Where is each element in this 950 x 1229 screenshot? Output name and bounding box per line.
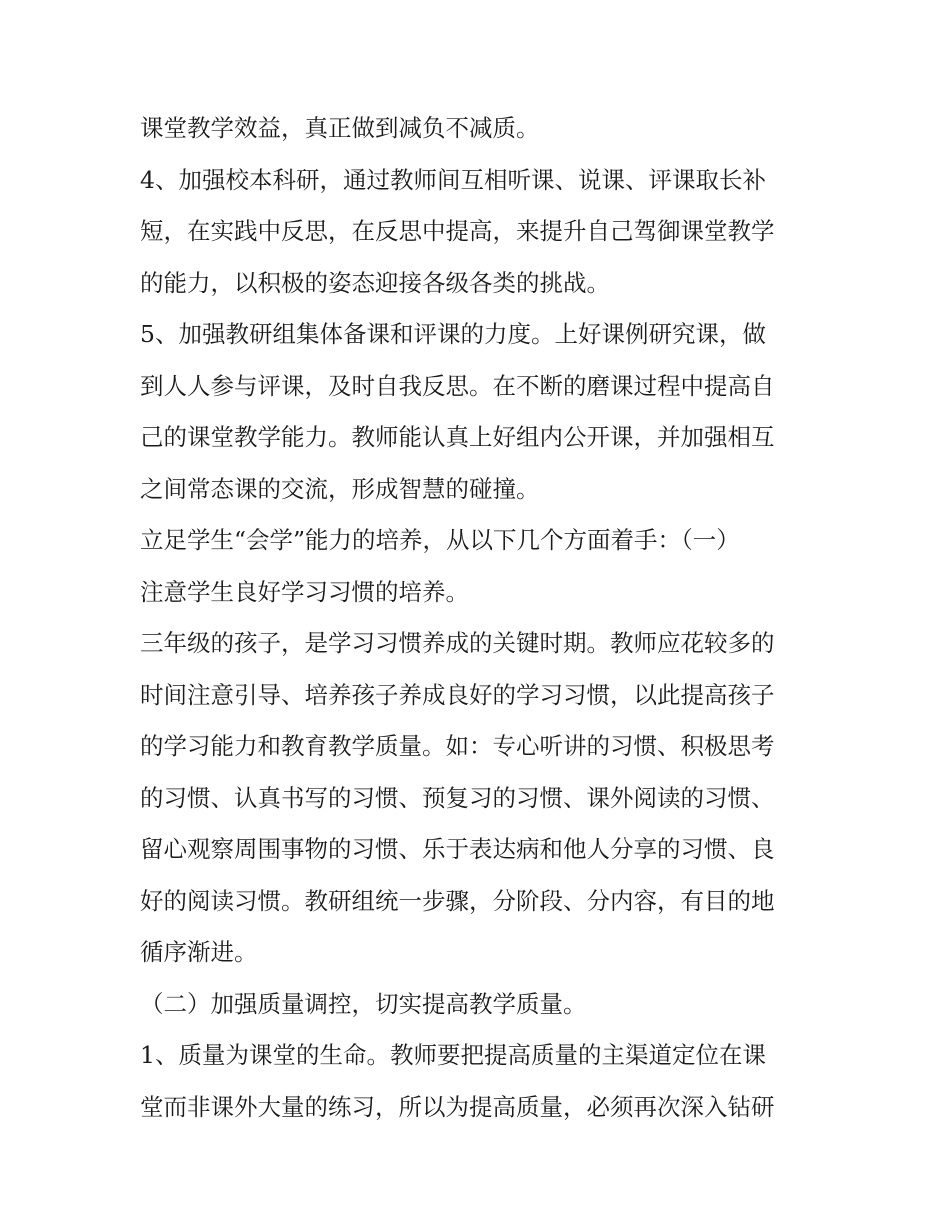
text-line-20: 堂而非课外大量的练习，所以为提高质量，必须再次深入钻研 [140,1092,775,1121]
text-line-2: 4、加强校本科研，通过教师间互相听课、说课、评课取长补 [140,165,766,194]
text-line-17: 循序渐进。 [140,938,258,966]
text-line-1: 课堂教学效益，真正做到减负不减质。 [140,114,540,142]
text-line-13: 的学习能力和教育教学质量。如：专心听讲的习惯、积极思考 [140,732,775,760]
text-line-9: 立足学生“会学”能力的培养，从以下几个方面着手：（一） [140,526,740,554]
text-line-4: 的能力，以积极的姿态迎接各级各类的挑战。 [140,268,610,297]
text-line-3: 短，在实践中反思，在反思中提高，来提升自己驾御课堂教学 [140,217,775,245]
text-line-12: 时间注意引导、培养孩子养成良好的学习习惯，以此提高孩子 [140,680,775,709]
document-body [140,103,820,1133]
text-line-15: 留心观察周围事物的习惯、乐于表达病和他人分享的习惯、良 [140,835,775,863]
text-line-6: 到人人参与评课，及时自我反思。在不断的磨课过程中提高自 [140,371,775,400]
text-line-16: 好的阅读习惯。教研组统一步骤，分阶段、分内容，有目的地 [140,886,775,915]
text-line-7: 己的课堂教学能力。教师能认真上好组内公开课，并加强相互 [140,423,775,451]
text-line-5: 5、加强教研组集体备课和评课的力度。上好课例研究课，做 [140,320,766,348]
text-line-10: 注意学生良好学习习惯的培养。 [140,577,469,606]
text-line-19: 1、质量为课堂的生命。教师要把提高质量的主渠道定位在课 [140,1041,766,1069]
text-line-18: （二）加强质量调控，切实提高教学质量。 [140,989,587,1018]
text-line-11: 三年级的孩子，是学习习惯养成的关键时期。教师应花较多的 [140,629,775,657]
text-line-14: 的习惯、认真书写的习惯、预复习的习惯、课外阅读的习惯、 [140,783,775,812]
text-line-8: 之间常态课的交流，形成智慧的碰撞。 [140,474,540,503]
